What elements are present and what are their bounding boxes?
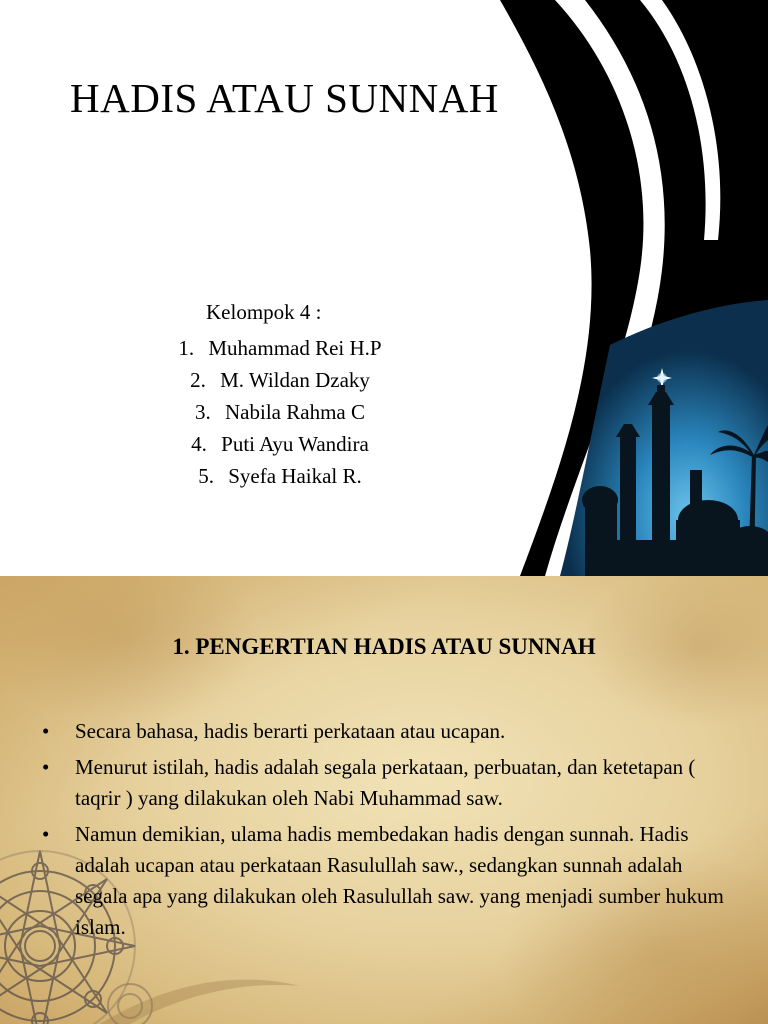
group-heading: Kelompok 4 : xyxy=(206,300,322,324)
member-name: Puti Ayu Wandira xyxy=(221,432,369,456)
bullet-item: • Namun demikian, ulama hadis membedakan hadis dengan sunnah. Hadis adalah ucapan atau perkataan Rasulullah saw., sedangkan sunnah adalah segala apa yang dilakukan oleh Rasulullah saw. yang menjadi sumber hukum islam. xyxy=(42,819,732,943)
member-number: 3. xyxy=(195,400,211,424)
member-item xyxy=(140,364,420,396)
member-number: 1. xyxy=(178,336,195,360)
member-number: 5. xyxy=(198,464,214,488)
member-item xyxy=(140,428,420,460)
section-title: 1. PENGERTIAN HADIS ATAU SUNNAH xyxy=(172,634,596,659)
member-name: M. Wildan Dzaky xyxy=(220,368,370,392)
member-name: Muhammad Rei H.P xyxy=(208,336,382,360)
member-item xyxy=(140,460,420,492)
bullet-item: • Menurut istilah, hadis adalah segala perkataan, perbuatan, dan ketetapan ( taqrir ) yang dilakukan oleh Nabi Muhammad saw. xyxy=(42,752,732,814)
member-number: 2. xyxy=(190,368,206,392)
presentation-title: HADIS ATAU SUNNAH xyxy=(70,75,499,121)
member-item xyxy=(140,396,420,428)
definition-list xyxy=(42,716,732,948)
member-number: 4. xyxy=(191,432,207,456)
member-name: Nabila Rahma C xyxy=(225,400,365,424)
member-item xyxy=(140,332,420,364)
member-list xyxy=(140,332,420,492)
bullet-item: • Secara bahasa, hadis berarti perkataan atau ucapan. xyxy=(42,716,732,747)
definition-slide xyxy=(0,576,768,1024)
member-name: Syefa Haikal R. xyxy=(228,464,362,488)
